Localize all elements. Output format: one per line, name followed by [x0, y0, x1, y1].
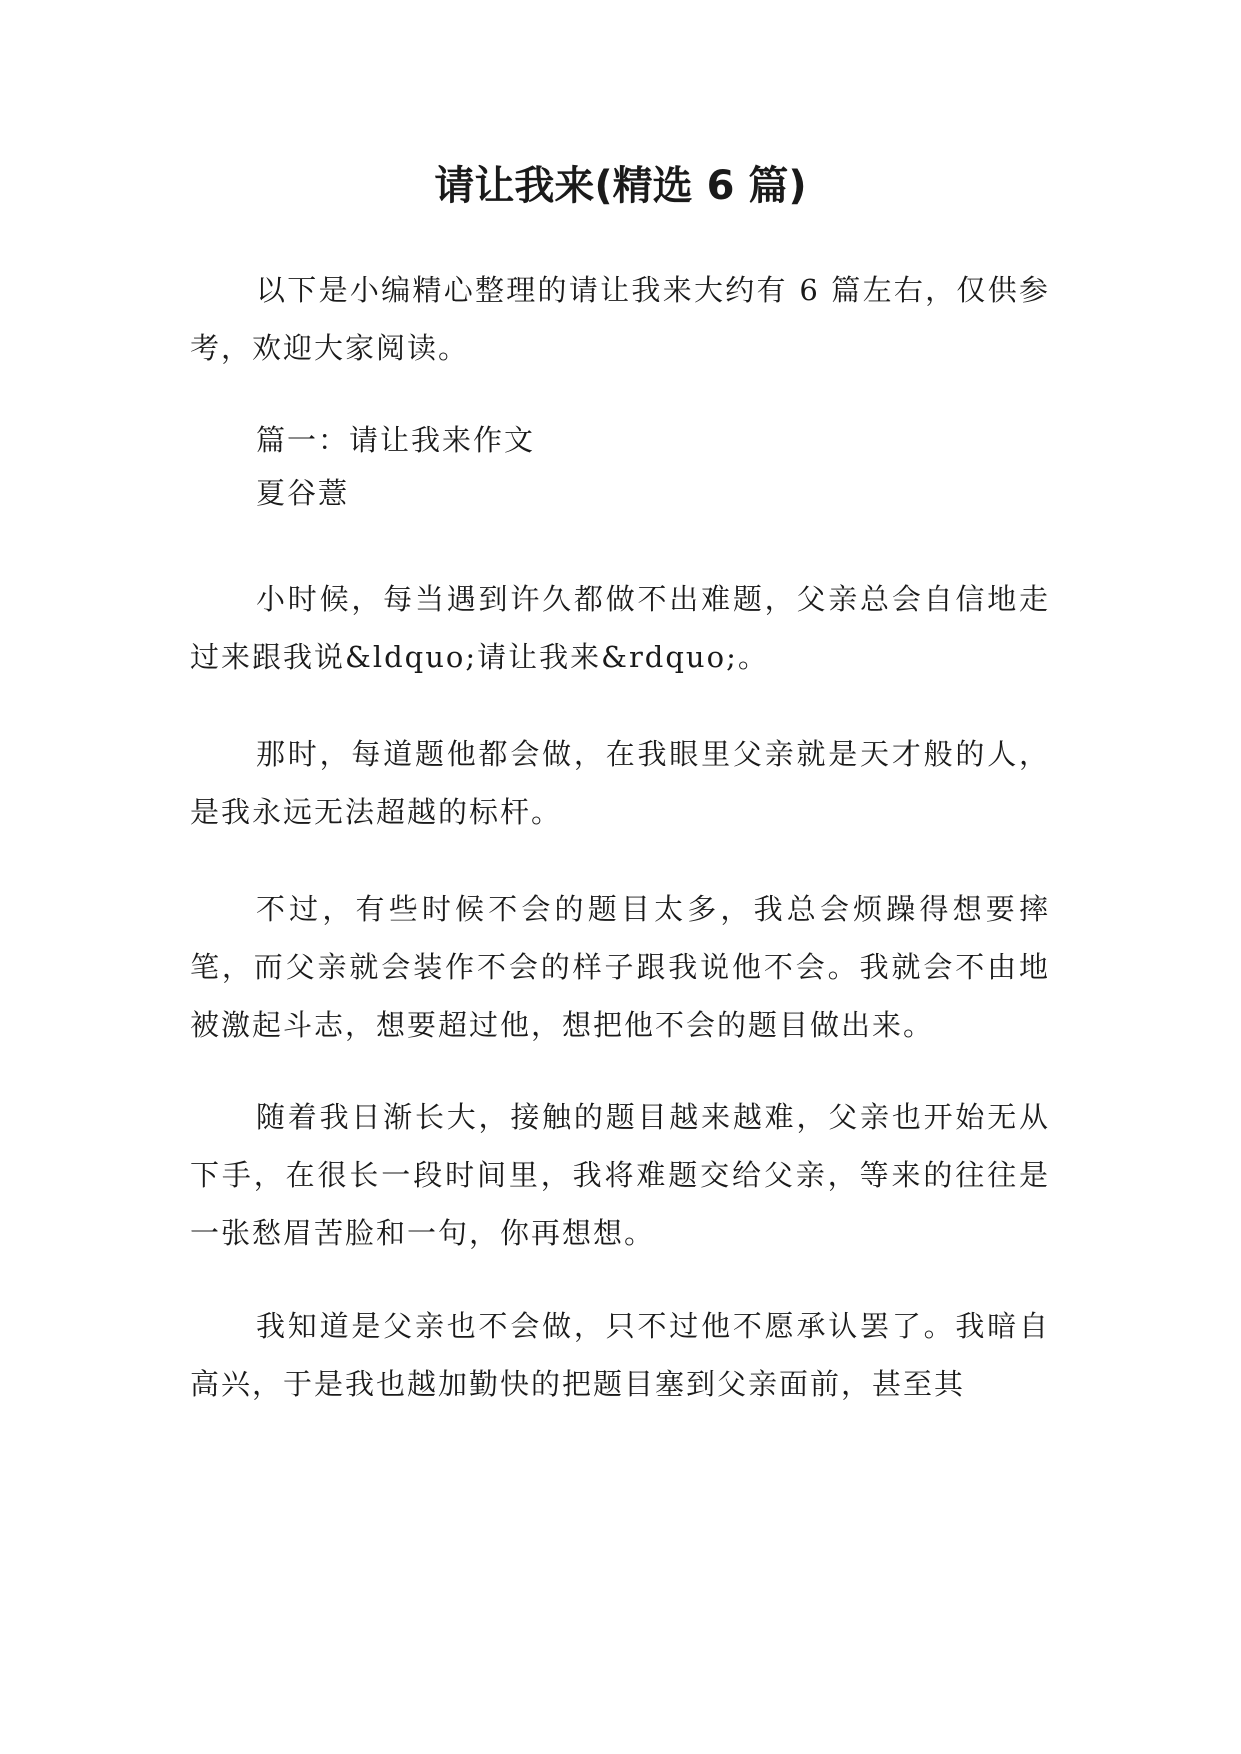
section-heading: 篇一：请让我来作文	[256, 423, 536, 457]
paragraph-4: 随着我日渐长大，接触的题目越来越难，父亲也开始无从下手，在很长一段时间里，我将难题交给父亲，等来的往往是一张愁眉苦脸和一句，你再想想。	[190, 1100, 1050, 1250]
paragraph-5: 我知道是父亲也不会做，只不过他不愿承认罢了。我暗自高兴，于是我也越加勤快的把题目塞到父亲面前，甚至其	[190, 1309, 1050, 1401]
paragraph-1: 小时候，每当遇到许久都做不出难题，父亲总会自信地走过来跟我说&ldquo;请让我来&rdquo;。	[190, 582, 1050, 674]
paragraph-2: 那时，每道题他都会做，在我眼里父亲就是天才般的人，是我永远无法超越的标杆。	[190, 737, 1050, 829]
intro-paragraph: 以下是小编精心整理的请让我来大约有 6 篇左右，仅供参考，欢迎大家阅读。	[190, 273, 1050, 365]
author-name: 夏谷薏	[256, 476, 350, 510]
document-title: 请让我来(精选 6 篇)	[434, 163, 807, 209]
paragraph-3: 不过，有些时候不会的题目太多，我总会烦躁得想要摔笔，而父亲就会装作不会的样子跟我说他不会。我就会不由地被激起斗志，想要超过他，想把他不会的题目做出来。	[190, 892, 1050, 1042]
